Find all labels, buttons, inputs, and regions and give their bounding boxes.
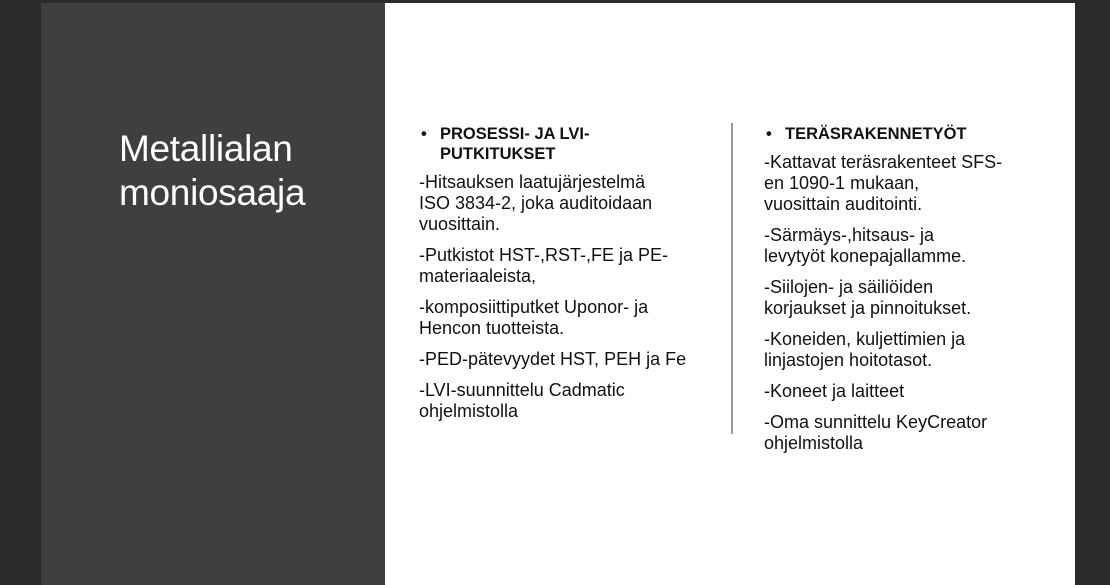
text-line: ISO 3834-2, joka auditoidaan <box>419 193 653 213</box>
column-divider <box>731 123 733 434</box>
bullet-icon: • <box>421 125 427 143</box>
text-line: ohjelmistolla <box>419 401 519 421</box>
text-line: -PED-pätevyydet HST, PEH ja Fe <box>419 349 687 369</box>
slide <box>41 3 1075 585</box>
text-line: -Kattavat teräsrakenteet SFS- <box>764 152 1003 172</box>
left-column-heading <box>419 124 709 164</box>
heading-line: PROSESSI- JA LVI- <box>440 125 590 143</box>
heading-line: PUTKITUKSET <box>440 145 556 163</box>
paragraph <box>419 380 709 422</box>
text-line: -Oma sunnittelu KeyCreator <box>764 412 988 432</box>
text-line: levytyöt konepajallamme. <box>764 246 967 266</box>
text-line: linjastojen hoitotasot. <box>764 350 933 370</box>
text-line: -komposiittiputket Uponor- ja <box>419 297 649 317</box>
text-line: -Koneiden, kuljettimien ja <box>764 329 966 349</box>
text-line: -Hitsauksen laatujärjestelmä <box>419 172 646 192</box>
right-column <box>764 124 1034 464</box>
paragraph <box>764 412 1034 454</box>
paragraph <box>419 245 709 287</box>
paragraph <box>764 152 1034 215</box>
text-line: vuosittain. <box>419 214 501 234</box>
paragraph <box>419 172 709 235</box>
paragraph <box>764 225 1034 267</box>
text-line: materiaaleista, <box>419 266 537 286</box>
paragraph <box>419 297 709 339</box>
paragraph <box>764 329 1034 371</box>
paragraph <box>764 381 1034 402</box>
text-line: en 1090-1 mukaan, <box>764 173 920 193</box>
text-line: -Siilojen- ja säiliöiden <box>764 277 934 297</box>
text-line: korjaukset ja pinnoitukset. <box>764 298 972 318</box>
text-line: -LVI-suunnittelu Cadmatic <box>419 380 625 400</box>
paragraph <box>419 349 709 370</box>
text-line: -Särmäys-,hitsaus- ja <box>764 225 935 245</box>
right-column-heading <box>764 124 1034 144</box>
text-line: vuosittain auditointi. <box>764 194 923 214</box>
title-panel <box>41 3 385 585</box>
heading-line: TERÄSRAKENNETYÖT <box>785 125 967 143</box>
slide-title: Metallialan moniosaaja <box>119 128 306 213</box>
bullet-icon: • <box>766 125 772 143</box>
text-line: -Putkistot HST-,RST-,FE ja PE- <box>419 245 669 265</box>
paragraph <box>764 277 1034 319</box>
left-column <box>419 124 709 432</box>
text-line: ohjelmistolla <box>764 433 864 453</box>
text-line: -Koneet ja laitteet <box>764 381 905 401</box>
text-line: Hencon tuotteista. <box>419 318 565 338</box>
